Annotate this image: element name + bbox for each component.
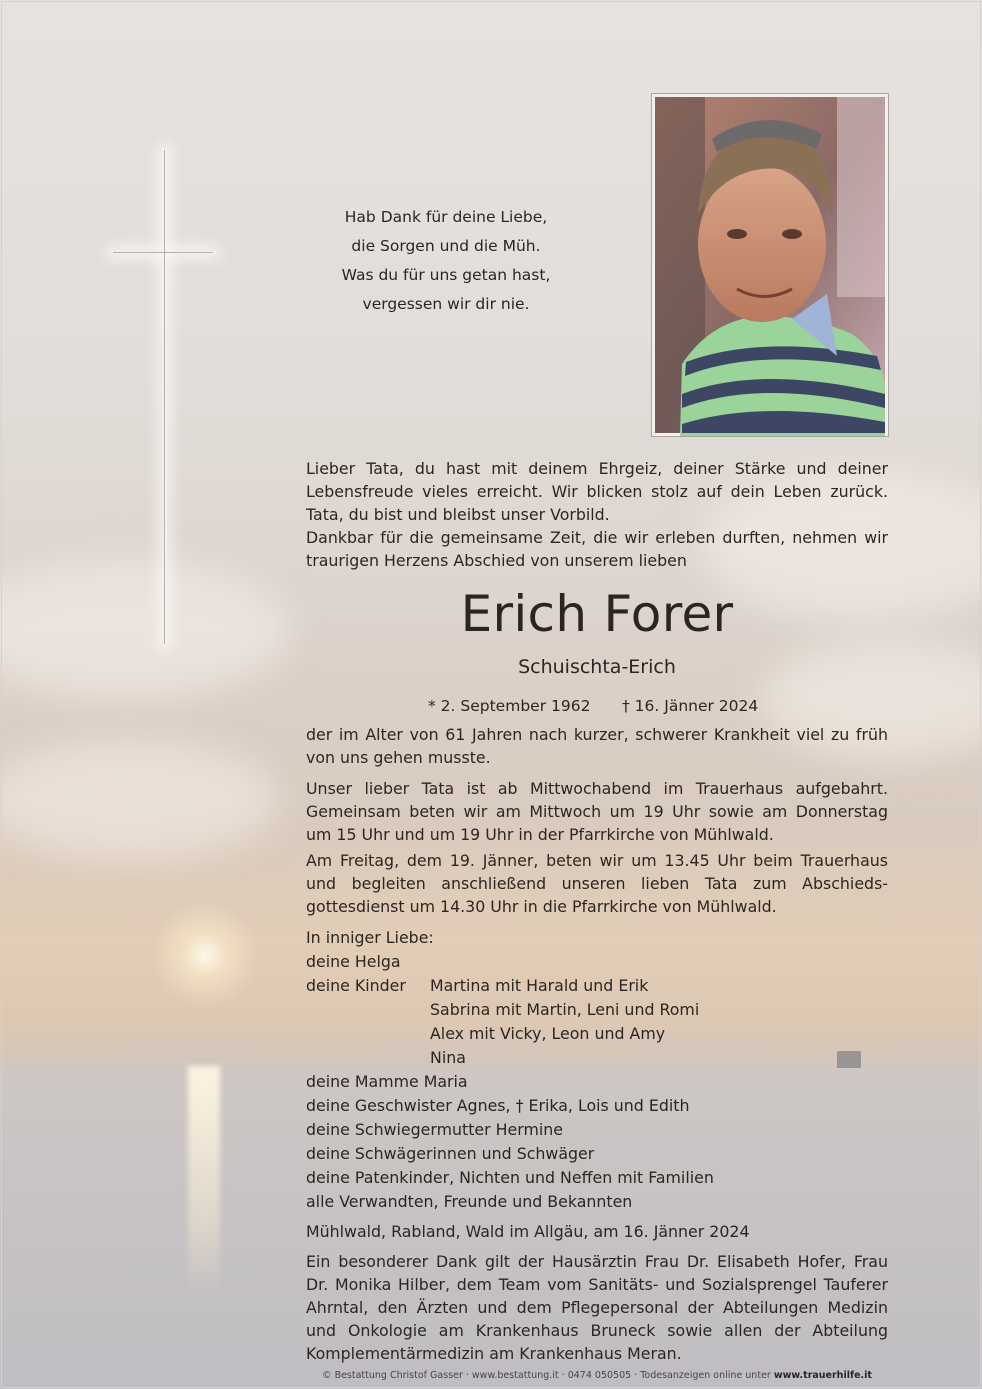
cross-outline (164, 150, 165, 644)
background-cloud (0, 560, 290, 700)
birth-date: * 2. September 1962 (428, 697, 591, 715)
child-entry: Alex mit Vicky, Leon und Amy (430, 1024, 666, 1043)
sun (150, 900, 260, 1010)
thanks-line: Ahrntal, den Ärzten und dem Pflegepersonal der Abteilungen Medizin (306, 1298, 888, 1317)
mourner-entry: deine Schwägerinnen und Schwäger (306, 1144, 595, 1163)
mourner-entry: deine Geschwister Agnes, † Erika, Lois und Edith (306, 1096, 690, 1115)
poem-line: Was du für uns getan hast, (341, 266, 551, 284)
intro-line: Dankbar für die gemeinsame Zeit, die wir erleben durften, nehmen wir (306, 528, 888, 547)
place-date: Mühlwald, Rabland, Wald im Allgäu, am 16. Jänner 2024 (306, 1222, 750, 1241)
deceased-nickname: Schuischta-Erich (518, 656, 676, 678)
mourner-entry: alle Verwandten, Freunde und Bekannten (306, 1192, 633, 1211)
child-entry: Martina mit Harald und Erik (430, 976, 649, 995)
mourner-entry: deine Schwiegermutter Hermine (306, 1120, 563, 1139)
footer-link[interactable]: www.trauerhilfe.it (773, 1370, 872, 1381)
child-entry: Nina (430, 1048, 466, 1067)
intro-line: Lieber Tata, du hast mit deinem Ehrgeiz, deiner Stärke und deiner (306, 459, 888, 478)
age-line: der im Alter von 61 Jahren nach kurzer, schwerer Krankheit viel zu früh (306, 725, 888, 744)
thanks-line: Komplementärmedizin am Krankenhaus Meran. (306, 1344, 682, 1363)
funeral-text (306, 849, 888, 918)
death-date: † 16. Jänner 2024 (622, 697, 759, 715)
poem-line: Hab Dank für deine Liebe, (344, 208, 548, 226)
portrait-image (652, 94, 888, 436)
background-cloud (0, 740, 280, 860)
age-text (306, 723, 888, 769)
intro-line: Lebensfreude vieles erreicht. Wir blicken stolz auf dein Leben zurück. (306, 482, 888, 501)
wake-line: Unser lieber Tata ist ab Mittwochabend im Trauerhaus aufgebahrt. (306, 779, 888, 798)
cross-outline (113, 252, 213, 253)
age-line: von uns gehen musste. (306, 748, 491, 767)
sun-reflection (188, 1066, 220, 1296)
wake-line: Gemeinsam beten wir am Mittwoch um 19 Uhr sowie am Donnerstag (306, 802, 888, 821)
children-label: deine Kinder (306, 976, 406, 995)
memorial-poem (300, 203, 592, 319)
portrait-photo (652, 94, 888, 436)
mourner-entry: deine Patenkinder, Nichten und Neffen mit Familien (306, 1168, 714, 1187)
thanks-line: Dr. Monika Hilber, dem Team vom Sanitäts- und Sozialsprengel Tauferer (306, 1275, 888, 1294)
deceased-name: Erich Forer (460, 585, 734, 643)
poem-line: die Sorgen und die Müh. (351, 237, 541, 255)
funeral-line: Am Freitag, dem 19. Jänner, beten wir um 13.45 Uhr beim Trauerhaus (306, 851, 888, 870)
footer-text: © Bestattung Christof Gasser · www.bestattung.it · 0474 050505 · Todesanzeigen online unter (322, 1370, 771, 1381)
thanks-line: Ein besonderer Dank gilt der Hausärztin Frau Dr. Elisabeth Hofer, Frau (306, 1252, 888, 1271)
mourner-entry: deine Mamme Maria (306, 1072, 468, 1091)
intro-text (306, 457, 888, 572)
mourners-heading: In inniger Liebe: (306, 928, 434, 947)
thanks-text (306, 1250, 888, 1365)
funeral-line: und begleiten anschließend unseren lieben Tata zum Abschieds- (306, 874, 888, 893)
thanks-line: und Onkologie am Krankenhaus Bruneck sowie allen der Abteilung (306, 1321, 888, 1340)
wake-text (306, 777, 888, 846)
child-entry: Sabrina mit Martin, Leni und Romi (430, 1000, 700, 1019)
poem-line: vergessen wir dir nie. (362, 295, 530, 313)
footer-credits (306, 1370, 888, 1382)
intro-line: traurigen Herzens Abschied von unserem lieben (306, 551, 687, 570)
funeral-line: gottesdienst um 14.30 Uhr in die Pfarrkirche von Mühlwald. (306, 897, 777, 916)
wake-line: um 15 Uhr und um 19 Uhr in der Pfarrkirche von Mühlwald. (306, 825, 774, 844)
ship-silhouette (837, 1051, 861, 1068)
intro-line: Tata, du bist und bleibst unser Vorbild. (306, 505, 610, 524)
mourner-wife: deine Helga (306, 952, 401, 971)
